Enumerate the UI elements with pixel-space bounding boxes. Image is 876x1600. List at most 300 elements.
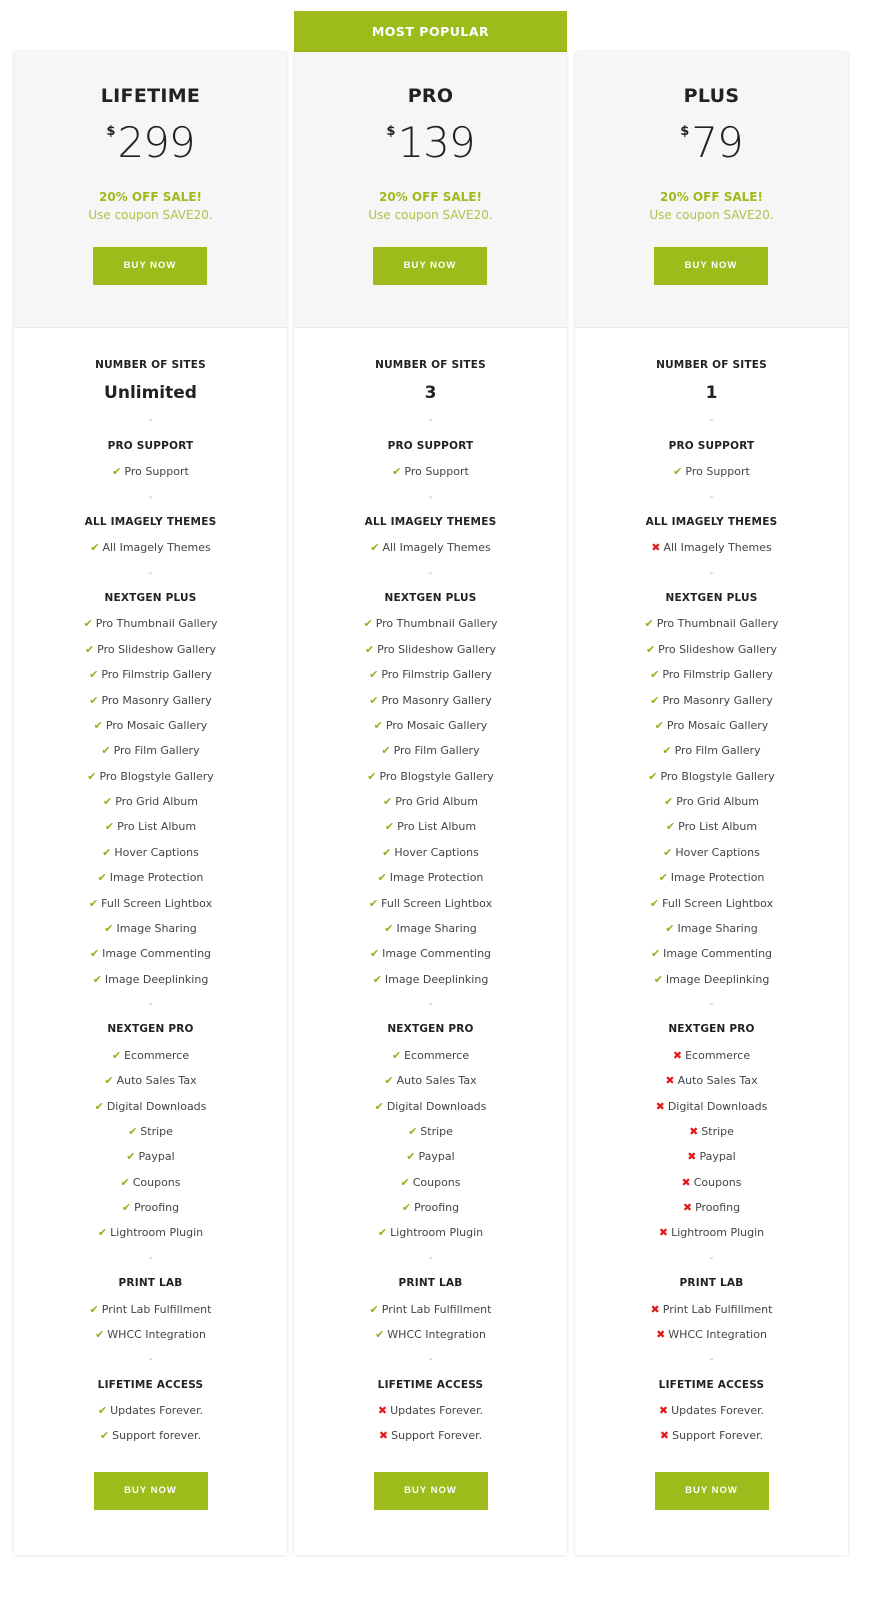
feature-item: [14, 1322, 287, 1347]
check-icon: ✔: [391, 1048, 402, 1062]
divider: -: [709, 999, 714, 1010]
sites-value: 3: [424, 383, 437, 404]
cross-icon: ✖: [665, 1074, 675, 1088]
divider: -: [709, 1252, 714, 1264]
feature-label: Proofing: [695, 1201, 741, 1214]
plan-card-lifetime: [14, 52, 287, 1555]
check-icon: ✔: [658, 871, 668, 885]
section-title: NEXTGEN PLUS: [384, 592, 477, 604]
feature-label: Pro Blogstyle Gallery: [99, 769, 214, 783]
feature-item: [575, 662, 848, 687]
feature-label: Coupons: [412, 1175, 461, 1189]
feature-label: WHCC Integration: [668, 1327, 767, 1341]
feature-item: [294, 967, 567, 992]
buy-now-button[interactable]: BUY NOW: [374, 1472, 488, 1510]
feature-item: [294, 1170, 567, 1195]
check-icon: ✔: [112, 465, 122, 479]
feature-item: [575, 1195, 848, 1220]
buy-now-button[interactable]: BUY NOW: [373, 247, 487, 285]
feature-label: Stripe: [140, 1124, 173, 1138]
section-title: LIFETIME ACCESS: [658, 1378, 765, 1391]
check-icon: ✔: [368, 896, 379, 910]
cross-icon: ✖: [687, 1150, 697, 1164]
check-icon: ✔: [95, 1327, 105, 1341]
feature-item: [575, 688, 848, 713]
divider: -: [428, 415, 433, 427]
feature-item: [575, 941, 848, 966]
feature-label: Pro Thumbnail Gallery: [95, 617, 218, 631]
check-icon: ✔: [101, 744, 111, 758]
feature-label: Ecommerce: [685, 1048, 751, 1062]
cross-icon: ✖: [658, 1226, 669, 1240]
feature-label: Pro Slideshow Gallery: [97, 642, 217, 656]
feature-label: All Imagely Themes: [382, 541, 491, 555]
feature-label: Support Forever.: [672, 1429, 764, 1443]
currency-symbol: $: [106, 124, 116, 139]
check-icon: ✔: [400, 1175, 410, 1189]
divider: -: [709, 1354, 714, 1366]
feature-item: [575, 1094, 848, 1119]
feature-label: Hover Captions: [394, 845, 479, 859]
check-icon: ✔: [392, 465, 402, 479]
check-icon: ✔: [92, 972, 102, 986]
sites-value: Unlimited: [104, 383, 197, 404]
feature-label: Print Lab Fulfillment: [662, 1302, 773, 1316]
feature-item: [14, 1119, 287, 1144]
feature-item: [294, 764, 567, 789]
check-icon: ✔: [111, 1048, 122, 1062]
feature-item: [14, 865, 287, 890]
feature-item: [575, 865, 848, 890]
cross-icon: ✖: [689, 1124, 699, 1138]
cross-icon: ✖: [672, 1048, 683, 1062]
section-title: LIFETIME ACCESS: [377, 1378, 484, 1391]
feature-label: Lightroom Plugin: [671, 1226, 765, 1240]
feature-item: [14, 1195, 287, 1220]
feature-label: Stripe: [701, 1124, 734, 1138]
cross-icon: ✖: [656, 1327, 666, 1341]
check-icon: ✔: [369, 693, 379, 707]
feature-label: Pro Mosaic Gallery: [105, 718, 208, 732]
feature-item: [575, 1068, 848, 1093]
feature-label: Paypal: [418, 1150, 455, 1164]
check-icon: ✔: [120, 1175, 130, 1189]
feature-item: [294, 1195, 567, 1220]
check-icon: ✔: [384, 921, 394, 935]
sites-label: NUMBER OF SITES: [656, 359, 767, 371]
cross-icon: ✖: [377, 1404, 388, 1417]
plan-header: [575, 52, 848, 328]
feature-item: [294, 1297, 567, 1322]
feature-item: [294, 662, 567, 687]
feature-item: [294, 637, 567, 662]
section-title: NEXTGEN PLUS: [665, 592, 758, 604]
section-title: PRO SUPPORT: [668, 439, 755, 452]
plan-card-pro: [294, 52, 567, 1555]
feature-item: [294, 789, 567, 814]
feature-item: [294, 941, 567, 966]
divider: -: [428, 1354, 433, 1366]
divider: -: [148, 415, 153, 427]
feature-item: [294, 611, 567, 636]
most-popular-banner: MOST POPULAR: [294, 11, 567, 52]
feature-label: Proofing: [134, 1201, 180, 1214]
feature-item: [294, 459, 567, 484]
check-icon: ✔: [377, 871, 387, 885]
feature-label: Pro Mosaic Gallery: [666, 718, 769, 732]
feature-item: [575, 611, 848, 636]
bottom-button-wrap: [14, 1472, 287, 1510]
check-icon: ✔: [83, 617, 93, 631]
feature-item: [575, 814, 848, 839]
feature-label: WHCC Integration: [107, 1327, 206, 1341]
feature-label: All Imagely Themes: [102, 541, 211, 555]
feature-label: Pro Mosaic Gallery: [385, 718, 488, 732]
cross-icon: ✖: [650, 1302, 660, 1316]
section-title: PRO SUPPORT: [107, 439, 194, 452]
check-icon: ✔: [382, 845, 392, 859]
feature-item: [575, 789, 848, 814]
section-title: LIFETIME ACCESS: [97, 1378, 204, 1391]
check-icon: ✔: [383, 795, 393, 808]
feature-item: [14, 1170, 287, 1195]
feature-item: [14, 941, 287, 966]
feature-label: Pro Support: [124, 465, 189, 479]
sites-label: NUMBER OF SITES: [375, 359, 486, 371]
feature-label: Pro Thumbnail Gallery: [375, 617, 498, 631]
currency-symbol: $: [680, 124, 690, 139]
check-icon: ✔: [406, 1150, 416, 1164]
divider: -: [428, 1252, 433, 1264]
feature-item: [14, 662, 287, 687]
feature-label: Pro Filmstrip Gallery: [662, 668, 773, 682]
feature-label: Image Deeplinking: [104, 972, 209, 986]
feature-label: Pro Support: [685, 465, 750, 479]
feature-label: Proofing: [414, 1201, 460, 1214]
check-icon: ✔: [369, 1302, 379, 1316]
feature-label: Pro List Album: [397, 820, 477, 834]
cross-icon: ✖: [659, 1429, 670, 1443]
cross-icon: ✖: [655, 1099, 665, 1113]
check-icon: ✔: [104, 820, 115, 834]
plan-price: [575, 118, 848, 167]
feature-label: Pro List Album: [678, 820, 758, 834]
cross-icon: ✖: [651, 541, 661, 555]
feature-item: [575, 1322, 848, 1347]
feature-label: Pro List Album: [117, 820, 197, 834]
feature-item: [14, 1068, 287, 1093]
feature-item: [294, 916, 567, 941]
plan-name: PLUS: [683, 85, 740, 107]
section-title: PRO SUPPORT: [387, 439, 474, 452]
feature-item: [14, 764, 287, 789]
feature-label: Pro Slideshow Gallery: [658, 642, 778, 656]
check-icon: ✔: [408, 1124, 418, 1138]
check-icon: ✔: [369, 947, 380, 961]
feature-item: [14, 789, 287, 814]
check-icon: ✔: [97, 1404, 108, 1417]
feature-item: [575, 916, 848, 941]
section-title: ALL IMAGELY THEMES: [364, 515, 497, 528]
feature-item: [575, 637, 848, 662]
feature-label: Image Protection: [670, 871, 765, 885]
plan-header: [294, 52, 567, 328]
price-amount: 79: [691, 118, 743, 167]
divider: -: [148, 1354, 153, 1366]
feature-label: Hover Captions: [114, 845, 199, 859]
buy-now-button[interactable]: BUY NOW: [655, 1472, 769, 1510]
check-icon: ✔: [401, 1201, 412, 1214]
buy-now-button[interactable]: BUY NOW: [654, 247, 768, 285]
feature-item: [575, 1144, 848, 1169]
feature-label: Coupons: [132, 1175, 181, 1189]
check-icon: ✔: [99, 1429, 110, 1443]
check-icon: ✔: [650, 693, 660, 707]
feature-item: [294, 891, 567, 916]
feature-label: Pro Slideshow Gallery: [377, 642, 497, 656]
section-title: PRINT LAB: [679, 1277, 744, 1290]
check-icon: ✔: [663, 845, 673, 859]
feature-label: Image Deeplinking: [665, 972, 770, 986]
feature-item: [294, 738, 567, 763]
feature-item: [294, 1322, 567, 1347]
divider: -: [148, 1252, 153, 1264]
plan-features: [14, 328, 287, 1510]
check-icon: ✔: [664, 795, 674, 808]
feature-item: [575, 1043, 848, 1068]
section-title: NEXTGEN PRO: [387, 1023, 474, 1036]
feature-label: Full Screen Lightbox: [101, 896, 213, 910]
feature-item: [14, 1423, 287, 1448]
divider: -: [428, 491, 433, 503]
feature-item: [294, 1068, 567, 1093]
bottom-button-wrap: [575, 1472, 848, 1510]
divider: -: [709, 567, 714, 579]
check-icon: ✔: [89, 668, 99, 682]
feature-label: Digital Downloads: [386, 1099, 487, 1113]
feature-item: [294, 1220, 567, 1245]
divider: -: [709, 491, 714, 503]
plan-price: [294, 118, 567, 167]
divider: -: [709, 415, 714, 427]
feature-item: [575, 459, 848, 484]
feature-label: Pro Blogstyle Gallery: [379, 769, 494, 783]
feature-item: [294, 1043, 567, 1068]
feature-label: Auto Sales Tax: [396, 1074, 477, 1088]
check-icon: ✔: [384, 1074, 394, 1088]
feature-item: [14, 1043, 287, 1068]
feature-label: Pro Grid Album: [115, 795, 198, 808]
feature-item: [294, 713, 567, 738]
feature-label: Image Sharing: [677, 921, 758, 935]
feature-label: WHCC Integration: [387, 1327, 486, 1341]
feature-item: [14, 459, 287, 484]
section-title: PRINT LAB: [118, 1277, 183, 1290]
feature-item: [14, 967, 287, 992]
feature-item: [575, 1220, 848, 1245]
check-icon: ✔: [104, 1074, 114, 1088]
feature-item: [294, 688, 567, 713]
check-icon: ✔: [673, 465, 683, 479]
check-icon: ✔: [104, 921, 114, 935]
plan-header: [14, 52, 287, 328]
feature-item: [575, 891, 848, 916]
coupon-text: Use coupon SAVE20.: [368, 208, 493, 222]
price-amount: 299: [117, 118, 195, 167]
feature-label: Pro Blogstyle Gallery: [660, 769, 775, 783]
section-title: NEXTGEN PLUS: [104, 592, 197, 604]
plan-features: [294, 328, 567, 1510]
feature-item: [14, 1220, 287, 1245]
feature-label: Stripe: [420, 1124, 453, 1138]
feature-item: [294, 840, 567, 865]
sites-label: NUMBER OF SITES: [95, 359, 206, 371]
feature-label: Pro Film Gallery: [674, 744, 761, 758]
section-title: NEXTGEN PRO: [668, 1023, 755, 1036]
feature-item: [14, 1297, 287, 1322]
feature-item: [294, 1423, 567, 1448]
feature-item: [575, 1398, 848, 1423]
feature-label: Digital Downloads: [106, 1099, 207, 1113]
feature-label: Digital Downloads: [667, 1099, 768, 1113]
plan-name: PRO: [407, 85, 454, 107]
check-icon: ✔: [377, 1226, 388, 1240]
feature-item: [14, 637, 287, 662]
feature-item: [575, 1119, 848, 1144]
check-icon: ✔: [128, 1124, 138, 1138]
check-icon: ✔: [372, 972, 382, 986]
feature-label: Pro Grid Album: [395, 795, 478, 808]
sites-value: 1: [705, 383, 718, 404]
feature-item: [575, 1297, 848, 1322]
check-icon: ✔: [103, 795, 113, 808]
feature-item: [14, 688, 287, 713]
plan-card-plus: [575, 52, 848, 1555]
cross-icon: ✖: [682, 1201, 693, 1214]
check-icon: ✔: [665, 921, 675, 935]
feature-item: [294, 1144, 567, 1169]
check-icon: ✔: [649, 896, 660, 910]
feature-label: Lightroom Plugin: [110, 1226, 204, 1240]
check-icon: ✔: [88, 896, 99, 910]
price-amount: 139: [397, 118, 475, 167]
check-icon: ✔: [374, 1099, 384, 1113]
feature-label: Pro Thumbnail Gallery: [656, 617, 779, 631]
feature-label: Pro Support: [404, 465, 469, 479]
feature-label: Pro Grid Album: [676, 795, 759, 808]
feature-label: Pro Masonry Gallery: [101, 693, 212, 707]
check-icon: ✔: [381, 744, 391, 758]
check-icon: ✔: [84, 642, 95, 656]
feature-item: [575, 738, 848, 763]
feature-label: Pro Masonry Gallery: [381, 693, 492, 707]
plan-price: [14, 118, 287, 167]
check-icon: ✔: [121, 1201, 132, 1214]
check-icon: ✔: [653, 972, 663, 986]
check-icon: ✔: [384, 820, 395, 834]
feature-item: [14, 840, 287, 865]
feature-label: Pro Film Gallery: [393, 744, 480, 758]
feature-item: [14, 1144, 287, 1169]
feature-label: Support forever.: [112, 1429, 202, 1443]
feature-label: Updates Forever.: [671, 1404, 765, 1417]
cross-icon: ✖: [681, 1175, 691, 1189]
section-title: PRINT LAB: [398, 1277, 463, 1290]
check-icon: ✔: [363, 617, 373, 631]
feature-item: [575, 840, 848, 865]
sale-text: 20% OFF SALE!: [379, 190, 482, 204]
plan-name: LIFETIME: [100, 85, 201, 107]
divider: -: [428, 999, 433, 1010]
feature-label: Pro Masonry Gallery: [662, 693, 773, 707]
check-icon: ✔: [93, 718, 103, 732]
check-icon: ✔: [373, 718, 383, 732]
section-title: ALL IMAGELY THEMES: [645, 515, 778, 528]
feature-item: [294, 1094, 567, 1119]
feature-label: Updates Forever.: [390, 1404, 484, 1417]
check-icon: ✔: [375, 1327, 385, 1341]
check-icon: ✔: [89, 1302, 99, 1316]
feature-item: [14, 1094, 287, 1119]
buy-now-button[interactable]: BUY NOW: [93, 247, 207, 285]
feature-label: Image Protection: [389, 871, 484, 885]
feature-item: [14, 611, 287, 636]
feature-item: [575, 764, 848, 789]
feature-label: Full Screen Lightbox: [381, 896, 493, 910]
feature-item: [14, 535, 287, 560]
feature-item: [14, 738, 287, 763]
check-icon: ✔: [369, 668, 379, 682]
check-icon: ✔: [645, 642, 656, 656]
check-icon: ✔: [97, 871, 107, 885]
plan-features: [575, 328, 848, 1510]
feature-label: Image Commenting: [663, 947, 773, 961]
divider: -: [148, 999, 153, 1010]
coupon-text: Use coupon SAVE20.: [649, 208, 774, 222]
feature-item: [575, 1170, 848, 1195]
feature-label: Image Sharing: [116, 921, 197, 935]
check-icon: ✔: [364, 642, 375, 656]
feature-item: [294, 1398, 567, 1423]
check-icon: ✔: [90, 541, 100, 555]
feature-label: Print Lab Fulfillment: [101, 1302, 212, 1316]
coupon-text: Use coupon SAVE20.: [88, 208, 213, 222]
feature-item: [575, 535, 848, 560]
feature-item: [575, 1423, 848, 1448]
check-icon: ✔: [102, 845, 112, 859]
feature-item: [575, 967, 848, 992]
check-icon: ✔: [367, 769, 377, 783]
check-icon: ✔: [654, 718, 664, 732]
feature-label: Coupons: [693, 1175, 742, 1189]
feature-label: Image Sharing: [396, 921, 477, 935]
check-icon: ✔: [126, 1150, 136, 1164]
section-title: ALL IMAGELY THEMES: [84, 515, 217, 528]
sale-text: 20% OFF SALE!: [660, 190, 763, 204]
buy-now-button[interactable]: BUY NOW: [94, 1472, 208, 1510]
check-icon: ✔: [94, 1099, 104, 1113]
feature-label: Pro Filmstrip Gallery: [381, 668, 492, 682]
feature-label: Auto Sales Tax: [677, 1074, 758, 1088]
feature-label: Image Protection: [109, 871, 204, 885]
feature-item: [14, 1398, 287, 1423]
feature-item: [294, 1119, 567, 1144]
check-icon: ✔: [644, 617, 654, 631]
feature-label: Image Deeplinking: [384, 972, 489, 986]
feature-label: Lightroom Plugin: [390, 1226, 484, 1240]
divider: -: [148, 491, 153, 503]
feature-item: [575, 713, 848, 738]
